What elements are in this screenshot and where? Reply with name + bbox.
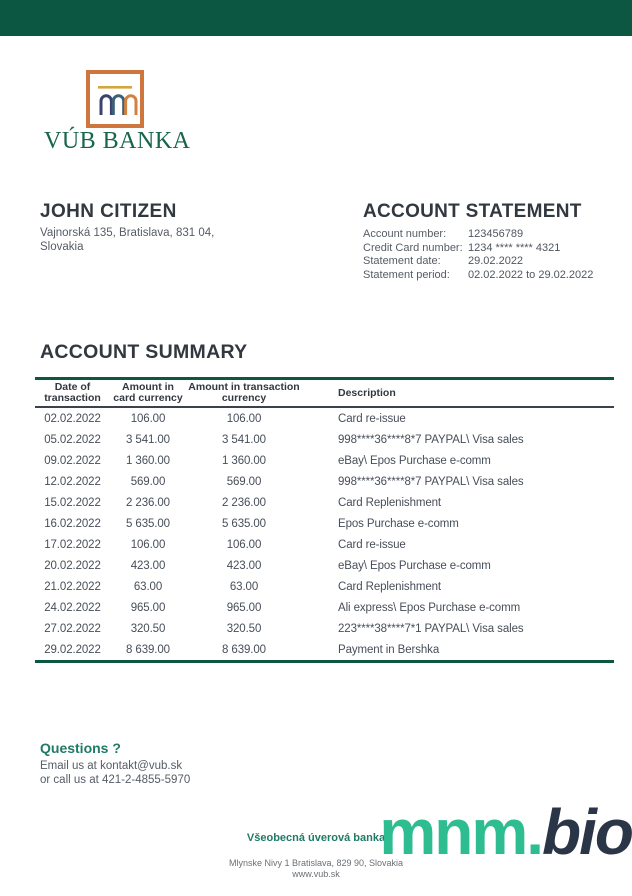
cell-description: Payment in Bershka — [338, 643, 440, 656]
cell-date: 02.02.2022 — [44, 412, 101, 425]
cell-description: eBay\ Epos Purchase e-comm — [338, 559, 491, 572]
table-row — [35, 492, 614, 513]
cell-description: eBay\ Epos Purchase e-comm — [338, 454, 491, 467]
cell-amount-card: 2 236.00 — [126, 496, 170, 509]
statement-title: ACCOUNT STATEMENT — [363, 201, 582, 222]
vub-logo — [86, 70, 144, 128]
cell-amount-card: 569.00 — [130, 475, 166, 488]
cell-date: 15.02.2022 — [44, 496, 101, 509]
mnm-bio-watermark — [379, 796, 632, 868]
header-cell-description: Description — [338, 386, 396, 399]
table-row — [35, 618, 614, 639]
table-row — [35, 534, 614, 555]
cell-amount-card: 106.00 — [130, 538, 166, 551]
cell-date: 05.02.2022 — [44, 433, 101, 446]
cell-amount-transaction: 1 360.00 — [222, 454, 266, 467]
cell-amount-transaction: 320.50 — [226, 622, 262, 635]
cell-description: Card re-issue — [338, 538, 406, 551]
statement-field-card-number — [363, 242, 618, 256]
field-label: Statement period: — [363, 268, 450, 281]
cell-date: 17.02.2022 — [44, 538, 101, 551]
cell-description: Epos Purchase e-comm — [338, 517, 459, 530]
cell-amount-card: 965.00 — [130, 601, 166, 614]
cell-amount-transaction: 106.00 — [226, 412, 262, 425]
questions-email-line: Email us at kontakt@vub.sk — [40, 760, 183, 772]
cell-amount-transaction: 63.00 — [229, 580, 259, 593]
table-row — [35, 471, 614, 492]
questions-title: Questions ? — [40, 740, 121, 756]
logo-wordmark: VÚB BANKA — [44, 128, 191, 154]
cell-date: 20.02.2022 — [44, 559, 101, 572]
questions-block — [40, 740, 190, 787]
vub-bridge-icon — [90, 74, 140, 124]
statement-field-account-number — [363, 228, 618, 242]
header-cell-amount-transaction: Amount in transaction currency — [188, 381, 300, 404]
cell-date: 29.02.2022 — [44, 643, 101, 656]
addressee-address-line1: Vajnorská 135, Bratislava, 831 04, — [40, 227, 215, 239]
watermark-green-part: mnm. — [379, 796, 543, 868]
header-cell-date: Date of transaction — [44, 381, 101, 404]
field-value: 123456789 — [468, 228, 524, 240]
summary-table-header — [35, 377, 614, 408]
table-row — [35, 429, 614, 450]
table-row — [35, 555, 614, 576]
cell-amount-transaction: 106.00 — [226, 538, 262, 551]
cell-date: 12.02.2022 — [44, 475, 101, 488]
cell-description: Card Replenishment — [338, 496, 442, 509]
cell-description: 998****36****8*7 PAYPAL\ Visa sales — [338, 433, 524, 446]
cell-description: 223****38****7*1 PAYPAL\ Visa sales — [338, 622, 524, 635]
summary-table-body — [35, 408, 614, 663]
cell-date: 09.02.2022 — [44, 454, 101, 467]
cell-amount-transaction: 569.00 — [226, 475, 262, 488]
top-brand-bar — [0, 0, 632, 36]
field-label: Statement date: — [363, 255, 441, 267]
cell-description: Card Replenishment — [338, 580, 442, 593]
cell-description: Card re-issue — [338, 412, 406, 425]
footer-bank-name: Všeobecná úverová banka — [246, 832, 386, 844]
cell-amount-transaction: 965.00 — [226, 601, 262, 614]
field-value: 1234 **** **** 4321 — [468, 241, 561, 254]
watermark-dark-part: bio — [542, 796, 632, 868]
cell-description: Ali express\ Epos Purchase e-comm — [338, 601, 521, 614]
cell-amount-card: 423.00 — [130, 559, 166, 572]
cell-amount-card: 8 639.00 — [126, 643, 170, 656]
table-row — [35, 513, 614, 534]
cell-amount-card: 5 635.00 — [126, 517, 170, 530]
table-row — [35, 408, 614, 429]
statement-block — [363, 201, 618, 282]
cell-date: 21.02.2022 — [44, 580, 101, 593]
summary-title: ACCOUNT SUMMARY — [40, 341, 248, 363]
cell-date: 24.02.2022 — [44, 601, 101, 614]
statement-field-date — [363, 255, 618, 269]
field-value: 29.02.2022 — [468, 255, 524, 267]
cell-amount-card: 63.00 — [133, 580, 163, 593]
cell-amount-card: 106.00 — [130, 412, 166, 425]
cell-amount-transaction: 3 541.00 — [222, 433, 266, 446]
statement-field-period — [363, 269, 618, 283]
addressee-address-line2: Slovakia — [40, 240, 84, 253]
cell-amount-transaction: 8 639.00 — [222, 643, 266, 656]
addressee-block — [40, 201, 214, 254]
table-row — [35, 450, 614, 471]
cell-date: 27.02.2022 — [44, 622, 101, 635]
questions-phone-line: or call us at 421-2-4855-5970 — [40, 774, 191, 786]
cell-amount-card: 3 541.00 — [126, 433, 170, 446]
table-row — [35, 639, 614, 660]
footer-website: www.vub.sk — [292, 869, 340, 879]
summary-table — [35, 377, 614, 663]
field-label: Credit Card number: — [363, 241, 463, 254]
cell-amount-transaction: 5 635.00 — [222, 517, 266, 530]
cell-amount-card: 1 360.00 — [126, 454, 170, 467]
addressee-name: JOHN CITIZEN — [40, 201, 177, 222]
header-cell-amount-card: Amount in card currency — [113, 381, 183, 404]
field-value: 02.02.2022 to 29.02.2022 — [468, 268, 594, 281]
field-label: Account number: — [363, 228, 447, 240]
cell-amount-card: 320.50 — [130, 622, 166, 635]
cell-amount-transaction: 423.00 — [226, 559, 262, 572]
cell-amount-transaction: 2 236.00 — [222, 496, 266, 509]
table-row — [35, 576, 614, 597]
footer-address: Mlynske Nivy 1 Bratislava, 829 90, Slovakia — [228, 858, 404, 868]
table-row — [35, 597, 614, 618]
cell-description: 998****36****8*7 PAYPAL\ Visa sales — [338, 475, 524, 488]
cell-date: 16.02.2022 — [44, 517, 101, 530]
